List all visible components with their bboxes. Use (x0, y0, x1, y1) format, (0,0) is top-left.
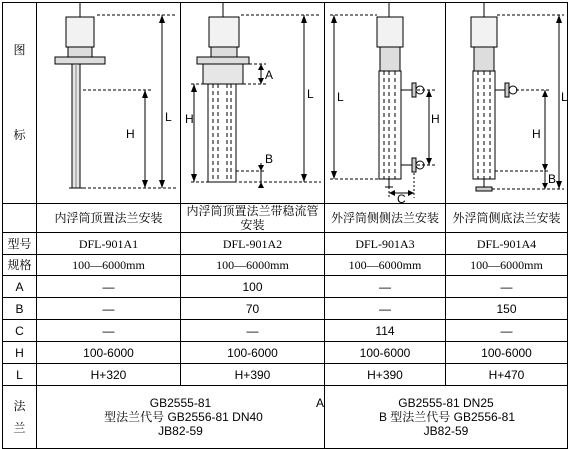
a2-L-arrow-bottom (301, 174, 307, 182)
C-row-label: C (3, 320, 37, 342)
a1-L-arrow-bottom (159, 180, 165, 188)
L-row-label: L (3, 364, 37, 386)
a3-C-arrow-right (408, 190, 414, 196)
col3-C: 114 (325, 320, 446, 342)
spec-table (2, 2, 568, 449)
A-row (3, 276, 568, 298)
flange-right-line1: GB2555-81 DN25 (398, 396, 494, 410)
col3-L: H+390 (325, 364, 446, 386)
col2-B: 70 (181, 298, 325, 320)
a2-B-arrow-bottom (258, 182, 264, 188)
a2-L-arrow-top (301, 15, 307, 23)
a1-H-arrow-bottom (142, 180, 148, 188)
a3-L-label: L (337, 90, 344, 104)
spec-row (3, 255, 568, 276)
drawing-901A4 (446, 3, 568, 204)
col4-H: 100-6000 (446, 342, 568, 364)
flange-right-line2: B 型法兰代号 GB2556-81 (378, 410, 516, 424)
col2-spec: 100—6000mm (181, 255, 325, 276)
a2-A-arrow-top (258, 64, 264, 70)
col3-spec: 100—6000mm (325, 255, 446, 276)
L-row (3, 364, 568, 386)
a2-stilling-top (203, 64, 243, 84)
a1-H-arrow-top (142, 90, 148, 98)
a3-C-arrow-left (389, 190, 395, 196)
drawing-901A3 (325, 3, 446, 204)
col1-title: 内浮筒顶置法兰安装 (37, 204, 181, 233)
col2-L: H+390 (181, 364, 325, 386)
a2-B-label: B (265, 152, 274, 166)
a3-H-arrow-top (426, 90, 432, 97)
col2-H: 100-6000 (181, 342, 325, 364)
col3-B: — (325, 298, 446, 320)
drawing-901A4-svg (446, 3, 567, 203)
a3-H-arrow-bottom (426, 158, 432, 165)
flange-left-line3: JB82-59 (158, 424, 203, 438)
figure-row (3, 3, 568, 204)
model-row (3, 233, 568, 255)
a4-side-valve (509, 86, 517, 94)
a3-H-label: H (431, 112, 440, 126)
a2-A-label: A (265, 68, 274, 82)
col2-A: 100 (181, 276, 325, 298)
a3-motor-neck (380, 47, 400, 71)
a4-L-arrow-top (556, 15, 562, 23)
a2-H-label: H (185, 112, 194, 126)
a2-A-arrow-bottom (258, 78, 264, 84)
a3-upper-flange (412, 83, 416, 97)
a4-H-arrow-top (542, 90, 548, 97)
col1-B: — (37, 298, 181, 320)
a1-L-label: L (165, 110, 172, 124)
col4-C: — (446, 320, 568, 342)
H-row (3, 342, 568, 364)
C-row (3, 320, 568, 342)
B-row-label: B (3, 298, 37, 320)
model-row-label: 型号 (3, 233, 37, 255)
figure-label-char-2: 标 (13, 128, 26, 142)
a2-motor-neck (211, 47, 237, 57)
col3-title: 外浮筒侧侧法兰安装 (325, 204, 446, 233)
col1-model: DFL-901A1 (37, 233, 181, 255)
drawing-901A1 (37, 3, 181, 204)
flange-left-line1-right: A (315, 396, 324, 410)
a3-C-label: C (397, 192, 406, 206)
a4-motor-head (471, 17, 497, 47)
a4-L-arrow-bottom (556, 181, 562, 189)
a3-motor-head (377, 17, 403, 47)
col2-C: — (181, 320, 325, 342)
a4-bottom-flange (476, 187, 492, 191)
a1-motor-head (66, 17, 94, 47)
col1-L: H+320 (37, 364, 181, 386)
col4-title: 外浮筒侧底法兰安装 (446, 204, 568, 233)
col2-model: DFL-901A2 (181, 233, 325, 255)
a1-H-label: H (126, 127, 135, 141)
A-row-label: A (3, 276, 37, 298)
a2-flange (197, 57, 249, 64)
title-row (3, 204, 568, 233)
col2-title: 内浮筒顶置法兰带稳流管安装 (181, 204, 325, 233)
a3-L-arrow-top (331, 15, 337, 23)
col4-A: — (446, 276, 568, 298)
title-row-label (3, 204, 37, 233)
flange-row (3, 386, 568, 449)
a2-stilling-tube (208, 84, 236, 182)
a4-motor-neck (474, 47, 494, 71)
a1-L-arrow-top (159, 15, 165, 23)
a1-motor-neck (68, 47, 92, 57)
flange-right-line3: JB82-59 (423, 424, 469, 438)
col3-model: DFL-901A3 (325, 233, 446, 255)
B-row (3, 298, 568, 320)
flange-label-char-2: 兰 (13, 421, 26, 435)
a4-B-label: B (548, 172, 557, 186)
col1-H: 100-6000 (37, 342, 181, 364)
a4-L-label: L (561, 90, 568, 104)
flange-left-line1: GB2555-81 (149, 396, 212, 410)
drawing-901A2-svg (181, 3, 324, 203)
a4-H-label: H (532, 127, 541, 141)
a2-B-arrow-top (258, 165, 264, 171)
a3-outer-tube (379, 71, 401, 179)
figure-row-label (3, 3, 37, 204)
flange-row-label (3, 386, 37, 449)
a1-flange (55, 57, 105, 64)
drawing-901A3-svg (325, 3, 445, 206)
flange-label-char-1: 法 (13, 399, 26, 413)
flange-left-line2: 型法兰代号 GB2556-81 DN40 (104, 410, 263, 424)
a3-lower-flange (412, 158, 416, 172)
a4-H-arrow-bottom (542, 164, 548, 171)
flange-left (37, 386, 325, 449)
col4-L: H+470 (446, 364, 568, 386)
drawing-901A1-svg (37, 3, 180, 203)
col3-A: — (325, 276, 446, 298)
drawing-901A2 (181, 3, 325, 204)
col1-spec: 100—6000mm (37, 255, 181, 276)
spec-row-label: 规格 (3, 255, 37, 276)
flange-right (325, 386, 568, 449)
a2-L-label: L (307, 87, 314, 101)
figure-label-char-1: 图 (13, 43, 26, 57)
col1-A: — (37, 276, 181, 298)
col4-model: DFL-901A4 (446, 233, 568, 255)
H-row-label: H (3, 342, 37, 364)
col4-spec: 100—6000mm (446, 255, 568, 276)
a2-H-arrow-top (191, 84, 197, 92)
col1-C: — (37, 320, 181, 342)
a2-motor-head (209, 17, 239, 47)
a2-H-arrow-bottom (191, 174, 197, 182)
col4-B: 150 (446, 298, 568, 320)
a4-side-flange (505, 83, 509, 97)
col3-H: 100-6000 (325, 342, 446, 364)
a3-L-arrow-bottom (331, 171, 337, 179)
